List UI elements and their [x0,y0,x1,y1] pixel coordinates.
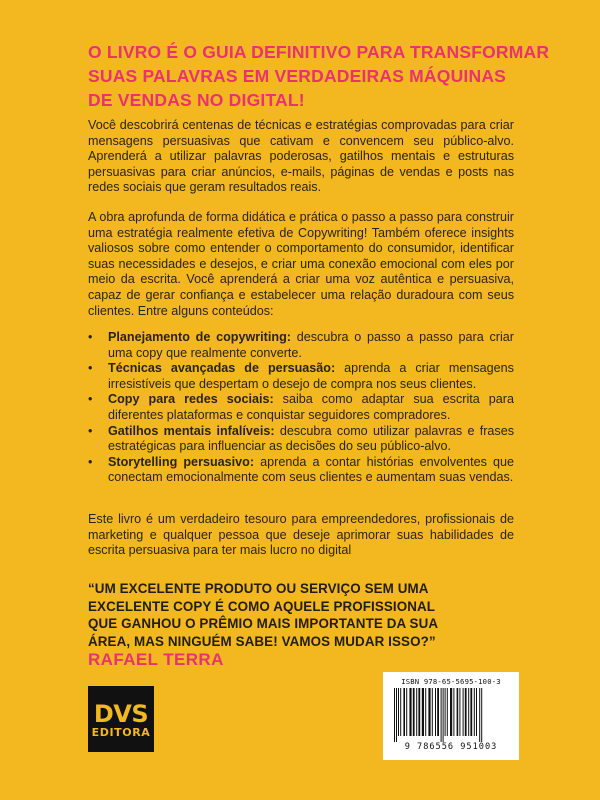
list-item-title: Gatilhos mentais infalíveis: [108,423,275,438]
testimonial-quote [88,580,528,650]
headline-line: SUAS PALAVRAS EM VERDADEIRAS MÁQUINAS [88,66,507,86]
bullet-marker: • [88,454,93,469]
list-item-title: Storytelling persuasivo: [108,454,255,469]
quote-line: QUE GANHOU O PRÊMIO MAIS IMPORTANTE DA SUA [88,616,439,632]
bullet-marker: • [88,423,93,438]
publisher-logo-sub: EDITORA [91,725,151,739]
isbn-label: ISBN 978-65-5695-100-3 [401,677,501,686]
list-item-text: aprenda a criar mensagens irresistíveis que despertam o desejo de compra nos seus clientes. [108,361,514,391]
list-item [88,361,514,392]
publisher-logo [88,686,154,752]
list-item-title: Copy para redes sociais: [108,392,274,407]
list-item [88,392,514,423]
intro-paragraph: Você descobrirá centenas de técnicas e estratégias comprovadas para criar mensagens persuasivas que cativam e convencem seu público-alvo. Aprenderá a utilizar palavras poderosas, gatilhos mentais e estruturas persuasivas para criar anúncios, e-mails, páginas de vendas e posts nas redes sociais que geram resultados reais. [88,118,514,195]
bullet-marker: • [88,361,93,376]
isbn-digits: 9 786556 951003 [404,742,498,752]
contents-list [88,330,514,486]
list-item [88,330,514,361]
bullet-marker: • [88,392,93,407]
quote-line: “UM EXCELENTE PRODUTO OU SERVIÇO SEM UMA [88,581,429,596]
list-item [88,455,514,486]
list-item-title: Técnicas avançadas de persuasão: [108,361,336,376]
barcode-bars [392,688,510,742]
list-item-title: Planejamento de copywriting: [108,330,291,344]
list-item-text: descubra como utilizar palavras e frases estratégicas para influenciar as decisões do seu público-alvo. [108,423,514,454]
headline [88,40,550,112]
quote-author: RAFAEL TERRA [88,650,224,669]
headline-line: DE VENDAS NO DIGITAL! [88,90,305,110]
publisher-logo-main: DVS [93,699,149,728]
bullet-marker: • [88,330,93,344]
list-item-text: aprenda a contar histórias envolventes que conectam emocionalmente com seus clientes e aumentam suas vendas. [108,454,514,485]
list-item-text: descubra o passo a passo para criar uma copy que realmente converte. [108,330,514,360]
isbn-barcode [383,672,519,760]
list-item [88,424,514,455]
closing-paragraph: Este livro é um verdadeiro tesouro para empreendedores, profissionais de marketing e qualquer pessoa que deseje aprimorar suas habilidades de escrita persuasiva para ter mais lucro no digital [88,512,514,558]
list-item-text: saiba como adaptar sua escrita para diferentes plataformas e conquistar seguidores compradores. [108,392,514,422]
quote-line: ÁREA, MAS NINGUÉM SABE! VAMOS MUDAR ISSO?” [88,633,436,649]
quote-line: EXCELENTE COPY É COMO AQUELE PROFISSIONAL [88,598,436,614]
headline-line: O LIVRO É O GUIA DEFINITIVO PARA TRANSFORMAR [88,42,550,62]
second-paragraph: A obra aprofunda de forma didática e prática o passo a passo para construir uma estratégia realmente efetiva de Copywriting! Também oferece insights valiosos sobre como entender o comportamento do consumidor, identificar suas necessidades e desejos, e criar uma conexão emocional com eles por meio da escrita. Você aprenderá a criar uma voz autêntica e persuasiva, capaz de gerar confiança e estabelecer uma relação duradoura com seus clientes. Entre alguns conteúdos: [88,210,514,318]
